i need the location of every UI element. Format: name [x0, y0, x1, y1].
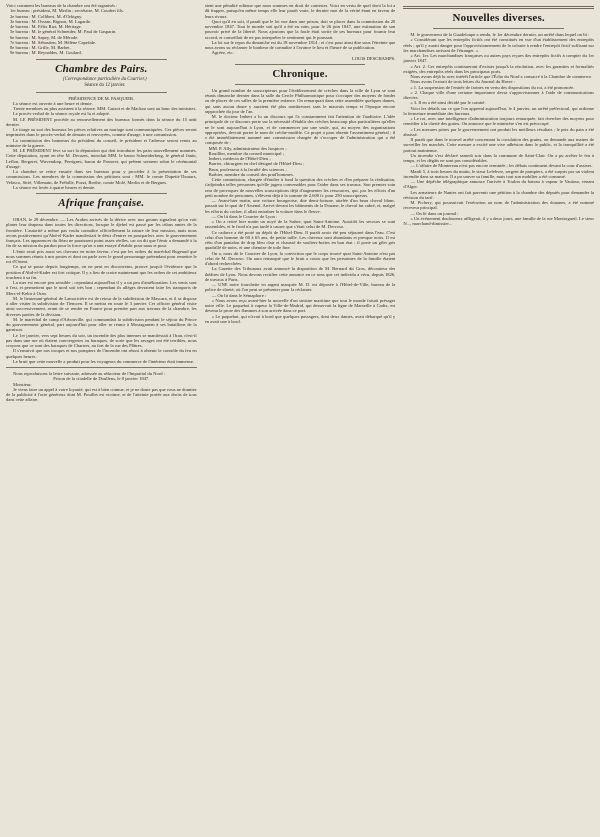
- session-date: Séance du 12 janvier.: [84, 82, 126, 88]
- paragraph: M. Pichery, qui poursuivait l'exécution au nom de l'administration des douanes, a été nommé receveur principal.: [403, 200, 595, 211]
- paragraph: Nous avons l'extrait de trois lettres du Journal du Havre :: [410, 79, 516, 85]
- paragraph: Nous avons déjà lu avec intérêt l'article que l'Écho du Nord a consacré à la Chambre de commerce.: [410, 74, 593, 79]
- paragraph: — On lit dans le Courrier de Lyon :: [211, 213, 278, 219]
- commission-member: Rouillier, membre du conseil municipal ;: [208, 150, 285, 156]
- paragraph: « 2. Chaque ville d'une certaine importance devra s'approvisionner à l'aide de communications directes.: [403, 89, 595, 100]
- presidency-line: PRÉSIDENCE DE M. PASQUIER.: [68, 95, 135, 101]
- intro-text: Voici comment les bureaux de la chambre ont été organisés :: [6, 3, 118, 8]
- section-title-afrique: Afrique française.: [58, 197, 145, 209]
- paragraph: Ce qui se passe depuis longtemps, on ne peut en disconvenir, prouve jusqu'à l'évidence que la position d'Abd-el-Kader est fort critique. Il y a lieu de croire maintenant que les ordres de cet ambitieux touchent à sa fin.: [6, 264, 197, 280]
- column-middle: [205, 3, 396, 831]
- section-divider: [433, 28, 564, 29]
- paragraph: On a, nous dit le Courrier de Lyon, la conviction que le corps trouvé quai Saint-Antoine n'est pas celui de M. Decroso. On aura remarqué que le bruit a couru que les personnes de la famille étaient d'abord recherchées.: [204, 250, 396, 266]
- bureau-item: 9e bureau : M. Reynaldes, M. Goulard.: [10, 50, 82, 56]
- paragraph: ORAN, le 29 décembre. — Les Arabes arrivés de la dérive avec nos goums signalent qu'on voit planer leur drapeau dans toutes les directions, lorsque le djebel est passé par les tribus amies de la frontière. L'autorité a même pas voulu connaître officiellement la nature de leur mission, mais nous avons positivement qu'Abd-el-Kader manifestait le désir d'entrer en pourparlers avec le gouvernement français. Les apparences du fléau ne paraissent point assez réelles, car on dit que l'émir a demandé à la fin de sa mission du pardon pour la force qu'on a tant essayé d'établir pour nous et pour.: [6, 217, 197, 249]
- section-title-chronique: Chronique.: [272, 67, 328, 80]
- paragraph: « Considérant que les entrepôts fictifs ont été constitués en vue d'un établissement des entrepôts réels ; qu'il y aurait danger pour l'approvisionnement de la colonie à rendre l'entrepôt fictif suffisant sur les marchandises arrivant de l'étranger. »: [403, 37, 595, 53]
- section-subtitle: (Correspondance particulière du Courrier.): [63, 76, 147, 82]
- newspaper-page: [6, 3, 594, 831]
- paragraph: « Art. 2. Ces entrepôts continueront d'exister jusqu'à la résolution, avec les garanties et formalités exigées, des entrepôts réels dans les principaux ports.: [403, 63, 595, 74]
- paragraph: Quoi qu'il en soit, il paraît que le loi vue dans une prison, doit se placer dans la commission du 20 novembre 1847. Tout le monde sait qu'il a été en vain, pour le 26 juin 1847, une estimation de son pouvoir privé de la liberté. Nous ajoutons que la foule était sortie de ses bureaux pour fournir leur accord, et conseillait de ne pas interpréter le sentiment qui le poussait.: [204, 18, 396, 40]
- paragraph: Mardi 5, à trois heures du matin, le sieur Lefebvre, sergent de pompiers, a été surpris par un violent incendie dans sa maison. Il a pu sauver sa famille, mais tout son mobilier a été consumé.: [403, 168, 595, 179]
- paragraph: — L'affaire de Montereau n'est pas encore terminée ; les débats continuent devant la cour d'assises.: [410, 163, 593, 169]
- paragraph: Agréez, etc.: [211, 50, 234, 56]
- signature: LOUIS DESCHAMPS.: [351, 55, 396, 61]
- bureau-item: 1er bureau : président, M. Merlin ; secrétaire, M. Coudert fils.: [10, 8, 124, 14]
- paragraph: Le 1er janvier, vers sept heures du soir, un incendie des plus intenses se manifestait à Oran, n'est-il pas dans une rue où étaient conciergeries ou baraques, de sorte que les ravages ont été terribles, nous croyons que ce sont des baraques de Chartres, au fort de la rue des Plâtres.: [6, 332, 197, 348]
- paragraph: — On lit dans un journal :: [410, 210, 459, 216]
- paragraph: M. LE PRÉSIDENT lève sa sort la députation qui doit introduire les pairs nouvellement nommés. Cette députation, ayant en tête M. Decazes, introduit MM. le baron Schneiderberg, le général Janin, Leflon, Bergeret, Wuvendorp, Perrignes, baron de Pastoret, qui prêtent serment selon le cérémonial d'usage.: [6, 148, 197, 169]
- bureau-item: 3e bureau : M. Ossian, Bignon, M. Lagarde.: [10, 18, 92, 24]
- paragraph: « Le paquebot, qui n'avait à bord que quelques passagers, dont deux dames, avait débarqué qu'il y en avait une à bord.: [204, 313, 396, 324]
- paragraph: Je viens faire un appel à votre loyauté, qui est à bien connue, et je ne doute pas que vous ne donniez de la publicité à l'acte généreux dont M. Pouillet est victime, et de l'atteinte portée aux droits de tous dans cette affaire.: [6, 386, 197, 403]
- paragraph: « On a retiré hier matin un noyé de la Saône, quai Saint-Antoine. Aussitôt les secours se sont rassemblés, et le froid n'a pas tardé à causer que c'était celui de M. Decroso.: [204, 219, 396, 230]
- paragraph: Le bruit que cette nouvelle a produit pour les voyageurs du commerce de l'intérieur était immense.: [13, 358, 194, 364]
- paragraph: M. le gouverneur de la Guadeloupe a rendu, le 1er décembre dernier, un arrêté dans lequel on lit :: [410, 32, 590, 37]
- bureau-item: 4e bureau : M. Félix Rizi, M. Héritage.: [10, 24, 82, 29]
- commission-member: Barrier, chirurgien en chef désigné de l'Hôtel-Dieu ;: [208, 161, 305, 167]
- paragraph: — Avant-hier matin, une voiture bourgeoise, dite demi-fortune, attelée d'un beau cheval blanc, passait sur le quai de l'Arsenal. Arrivé devant les bâtiments de la Douane, le cheval fut cabré, et, malgré les efforts du cocher, il allait entraîner la voiture dans le fleuve.: [204, 198, 396, 214]
- section-divider: [235, 64, 366, 65]
- paragraph: Trente membres au plus assistent à la séance. MM. Guizot et de Mackau sont au banc des ministres.: [13, 106, 197, 111]
- column-left: [6, 3, 197, 831]
- paragraph: M. le docteur Imbert a lu un discours qui l'a constamment fait l'attention de l'auditoire. L'idée principale de ce discours porte sur la nécessité d'établir des crèches beaucoup plus particulières qu'elles ne le sont aujourd'hui à Lyon, et de commencer par une seule, qui, au moyen des organisations appropriées, devrait porter le nom de crèche-modèle. Ce projet a paru obtenir l'assentiment général ; il a été immédiatement nommé une commission chargée de s'occuper de l'administration qui a été composée de :: [204, 114, 396, 146]
- commission-member: Brun, professeur à la faculté des sciences ;: [208, 166, 287, 172]
- paragraph: La commission des honneurs du président du conseil, le président et l'adresse seront remis au ministre de la guerre.: [6, 137, 197, 148]
- section-divider: [36, 193, 167, 194]
- paragraph: aient une pénalité odieuse que nous sommes en droit de contester. Voici en vertu de quel droit la loi a dû frapper, puisqu'en même temps elle leur paraît vraie, le dernier mot de la vérité étant en faveur de leurs rivaux.: [204, 3, 396, 19]
- paragraph: Il paraît que dans le nouvel arrêté concernant la circulation des grains, on demande aux maires de surveiller les marchés. Cette mesure a excité une vive adhésion dans le public, et la tranquillité a été partout maintenue.: [403, 137, 595, 153]
- paragraph: « 3. Il en a été ainsi décidé par le comité.: [410, 100, 486, 106]
- section-divider: [36, 59, 167, 60]
- section-title-chambre: Chambre des Pairs.: [55, 62, 148, 75]
- commission-member: Imbert, médecin de l'Hôtel-Dieu ;: [208, 156, 271, 161]
- paragraph: La loi sur le repos du dimanche est du 18 novembre 1814 ; et c'est pour ainsi dire sous l'étreinte que nous avons su réclamer le bonheur de connaître à l'avance le lieu et l'heure de sa publication.: [204, 39, 396, 50]
- paragraph: Ce cadavre a été porté au dépôt de l'Hôtel-Dieu. Il paraît avoir été peu séjourné dans l'eau. C'est celui d'un homme de 60 à 65 ans, de petite taille. Les cheveux sont abondants et presque noirs. Il est vêtu d'un pantalon de drap bleu clair et chaussé de souliers-bottes en bon état ; il porte un gilet gris quadrillé de noirs, et une chemise de toile fine.: [204, 229, 396, 251]
- paragraph: Voici les détails sur ce que l'on apprend aujourd'hui, le 4 janvier, un arrêté préfectoral, qui ordonne la fermeture immédiate des bureaux.: [403, 105, 595, 116]
- bureau-item: 5e bureau : M. le général Schneider, M. Paul de Gasparin.: [10, 29, 117, 35]
- paragraph: Cette commission, chargée d'étudier à fond la question des crèches et d'en préparer la réalisation, s'adjoindra telles personnes qu'elle jugera convenables pour l'aider dans ses travaux. Son premier soin sera de provoquer de nouvelles souscriptions déjà d'augmenter les ressources, qui, par les efforts d'un petit nombre de personnes, s'élèvent déjà à la somme de 2,600 fr. pour 250 souscripteurs.: [204, 177, 396, 198]
- bureau-item: 6e bureau : M. Sapey, M. de Mérode.: [10, 34, 79, 40]
- paragraph: M. LE PRÉSIDENT procède au renouvellement des bureaux formés dans la séance du 15 août dernier.: [6, 116, 197, 127]
- commission-member: Barbier, membre du conseil des prud'hommes.: [208, 171, 294, 177]
- paragraph: Les armateurs de Nantes ont fait parvenir une pétition à la chambre des députés pour demander la révision du tarif.: [403, 189, 595, 200]
- paragraph: — On lit dans le Sémaphore :: [211, 292, 267, 298]
- paragraph: « Nous avons reçu avant-hier la nouvelle d'un sinistre maritime que tout le monde faisait présager notre ville. Le paquebot à vapeur la Ville-de-Madrid, qui desservait la ligne de Marseille à Cadix, est devenu la proie des flammes à son arrivée dans ce port.: [204, 297, 396, 314]
- paragraph: « Le roi, avec une intelligence d'administration toujours remarquée, fait chercher des moyens pour remédier à la cherté des grains. On annonce que le ministère s'en est préoccupé.: [403, 116, 595, 127]
- paragraph: Le procès-verbal de la séance royale est lu et adopté.: [13, 111, 110, 117]
- bureau-item: 8e bureau : M. Grille, M. Barbet.: [10, 45, 71, 50]
- column-right: [403, 3, 594, 831]
- paragraph: — UNE noire fourchette en argent marquée M. D. est déposée à l'Hôtel-de-Ville, bureau de la police de sûreté, où l'on peut se présenter pour la réclamer.: [204, 282, 396, 293]
- letter-place-date: Prison de la citadelle de Doullens, le 8 janvier 1847.: [53, 376, 150, 382]
- paragraph: La mer est encore peu sensible ; cependant aujourd'hui il y a un peu d'amélioration. Les vents sont à l'est, et permettent que le nord soit très bon ; cependant ils allèges devraient faire les transports de Mers-el-Kebir à Oran.: [6, 280, 197, 296]
- paragraph: La chambre se retire ensuite dans ses bureaux pour y procéder à la présentation de ses commissions. Les membres de la commission des pétitions sont : MM. le comte Dupetit-Thouars, Velasco, Sirié, Villemain, de Frébille, Pozzi, Berthe, comte Molé, Merlin et de Bergues.: [6, 169, 197, 185]
- paragraph: L'émir avait pris aussi ses chevaux en notre faveur, c'est par les ordres du maréchal Bugeaud que nous sommes réunis à nos postes et dont on parle avec le grand personnage prétendant pour remettre le roi d'Orient.: [6, 248, 197, 264]
- paragraph: Il s'ensuivit que nos troupes et nos pompiers de l'incendie ont réussi à obtenir le contrôle du feu en quelques heures.: [6, 348, 197, 359]
- commission-member: MM. P. Ally, administrateur des hospices ;: [208, 145, 287, 151]
- paragraph: — Une dépêche télégraphique annonce l'arrivée à Toulon du bateau à vapeur le Vautour, venant d'Alger.: [403, 179, 595, 190]
- section-divider: [36, 213, 167, 214]
- paragraph: « 1. La suspension de l'entrée de farines en vertu des dispositions du roi, a été prononcée.: [410, 84, 575, 90]
- bureau-list: [6, 8, 197, 55]
- paragraph: Un grand nombre de souscripteurs pour l'établissement de crèches dans la ville de Lyon se sont réunis dimanche dernier dans la salle du Cercle Philharmonique pour s'occuper des moyens de fonder ou de placer de ces salles de la première enfance. On remarquait dans cette assemblée quelques dames, qui sans aucun doute y auraient été plus nombreuses sans le mauvais temps et l'époque encore rapprochée du jour de l'an.: [204, 87, 396, 114]
- paragraph: « Art. 1er. Les marchandises françaises ou autres pays reçues des entrepôts fictifs à compter du 1er janvier 1847.: [403, 53, 595, 64]
- commission-list: [205, 146, 396, 178]
- paragraph: M. le lieutenant-général de Lamoricière est de retour de la subdivision de Mascara, et il se dispose à aller visiter la subdivision de Tlemcen. Il se mettra en route le 3 janvier. Cet officier général visite ainsi successivement, avant de se rendre en France pour prendre part aux travaux de la chambre, les diverses parties de la division.: [6, 295, 197, 317]
- paragraph: La Gazette des Tribunaux avait annoncé la disparition de M. Bernard dit Gros, décorateur des théâtres de Lyon. Nous devons rectifier cette annonce en ce sens que cet individu a vécu, depuis 1826, de travaux à Paris.: [204, 266, 396, 282]
- section-divider: [36, 92, 167, 93]
- paragraph: La séance est levée à quatre heures et demie.: [13, 184, 96, 190]
- paragraph: Un incendie s'est déclaré samedi soir dans la commune de Saint-Clair. On a pu arrêter le feu à temps, et les dégâts ne sont pas considérables.: [403, 152, 595, 163]
- paragraph: M. le maréchal de camp d'Arbouville, qui commandait la subdivision pendant le séjour du Prince du gouvernement général, part aujourd'hui pour aller se réunir à Mostaganem à ses bataillons de la garnison.: [6, 316, 197, 333]
- section-divider: [235, 84, 366, 85]
- bureau-item: 7e bureau : M. Sébastien, M. Hélène Capefide.: [10, 39, 97, 45]
- letter-intro: Nous reproduisons la lettre suivante, adressée au rédacteur de l'Impartial du Nord :: [13, 371, 165, 376]
- header-rule: [403, 6, 594, 9]
- paragraph: La séance est ouverte à une heure et demie.: [13, 100, 93, 106]
- paragraph: Le tirage au sort des bureaux les pièces relatives au mariage sont communiquées. Ces pièces seront imprimées dans le procès-verbal de demain et renvoyées, comme d'usage, à une commission.: [6, 127, 197, 138]
- letter-salutation: Monsieur,: [13, 381, 32, 387]
- paragraph: « Un événement douloureux affligeait, il y a deux jours, une famille de la rue Montorgueil. Le sieur N..., marchand-dimissier...: [403, 215, 595, 226]
- paragraph: « Les mesures prises par le gouvernement ont produit les meilleurs résultats ; le prix du pain a été abaissé.: [403, 126, 595, 137]
- bureau-item: 2e bureau : M. Collibert, M. d'Orbigny.: [10, 13, 83, 19]
- section-divider: [6, 367, 197, 368]
- section-title-nouvelles: Nouvelles diverses.: [452, 12, 545, 24]
